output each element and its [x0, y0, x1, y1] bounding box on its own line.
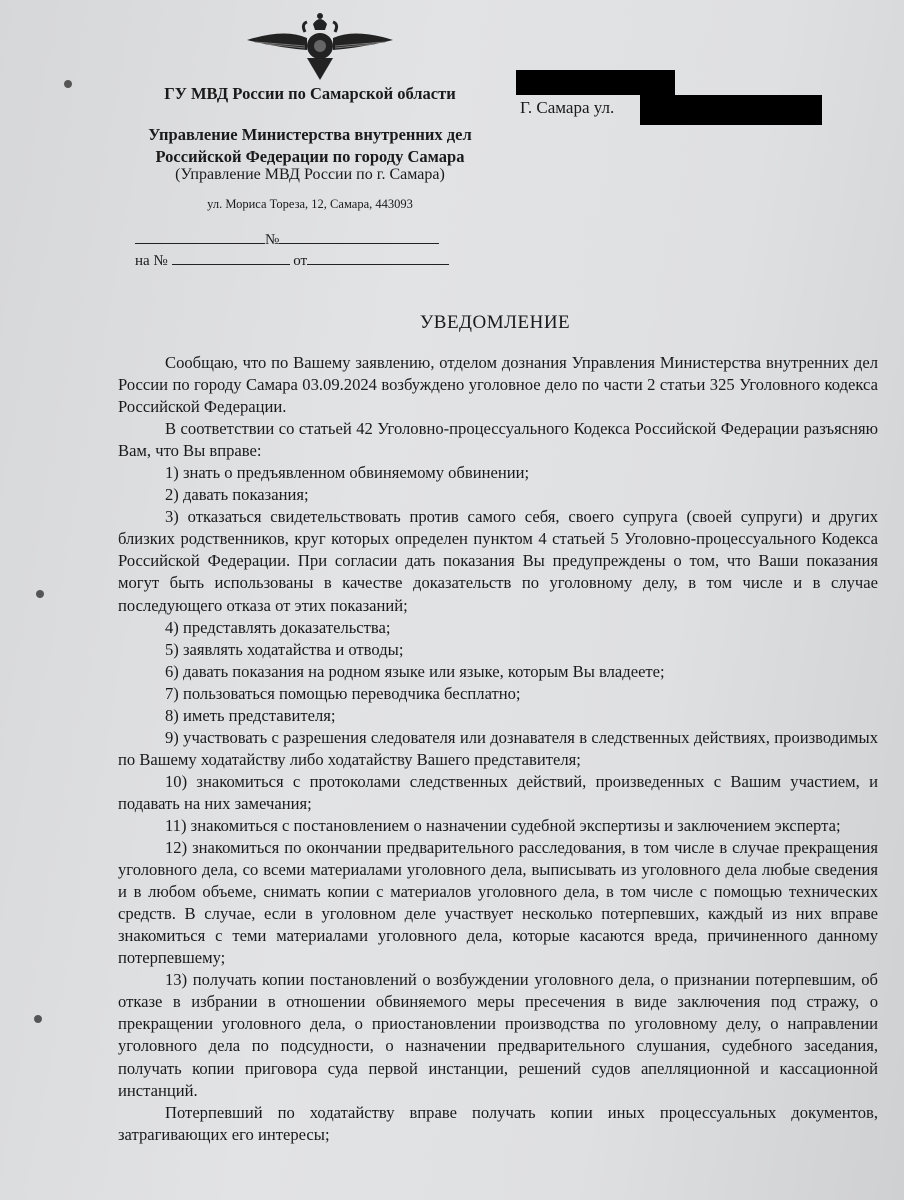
- list-item: 6) давать показания на родном языке или языке, которым Вы владеете;: [165, 661, 665, 681]
- paragraph: В соответствии со статьей 42 Уголовно-процессуального Кодекса Российской Федерации разъясняю Вам, что Вы вправе:: [118, 419, 878, 461]
- list-item: 13) получать копии постановлений о возбуждении уголовного дела, о признании потерпевшим, об отказе в избрании в отношении обвиняемого меры пресечения в виде заключения под стражу, о прекращении уголовного дела, о приостановлении производства по уголовному делу, о направлении уголовного дела по подсудности, о назначении предварительного слушания, судебного заседания, получать копии приговора суда первой инстанции, решений судов апелляционной и кассационной инстанций.: [118, 970, 878, 1100]
- document-title: УВЕДОМЛЕНИЕ: [419, 312, 571, 333]
- punch-hole: [64, 80, 72, 88]
- number-blank: [279, 229, 439, 244]
- punch-hole: [34, 1015, 42, 1023]
- mvd-emblem-icon: [245, 10, 395, 82]
- paragraph: Потерпевший по ходатайству вправе получать копии иных процессуальных документов, затрагивающих его интересы;: [118, 1102, 878, 1144]
- number-label: №: [265, 232, 280, 248]
- org-full-name-line1: Управление Министерства внутренних дел: [148, 125, 472, 144]
- org-regional-name: ГУ МВД России по Самарской области: [164, 84, 456, 103]
- reply-line: [135, 250, 449, 270]
- org-short-name: (Управление МВД России по г. Самара): [175, 166, 445, 183]
- paragraph: Сообщаю, что по Вашему заявлению, отделом дознания Управления Министерства внутренних дел России по городу Самара 03.09.2024 возбуждено уголовное дело по части 2 статьи 325 Уголовного кодекса Российской Федерации.: [118, 353, 878, 417]
- list-item: 10) знакомиться с протоколами следственных действий, произведенных с Вашим участием, и подавать на них замечания;: [118, 771, 878, 813]
- reply-number-label: на №: [135, 253, 168, 269]
- punch-hole: [36, 590, 44, 598]
- org-full-name-line2: Российской Федерации по городу Самара: [155, 147, 465, 166]
- list-item: 9) участвовать с разрешения следователя или дознавателя в следственных действиях, производимых по Вашему ходатайству либо ходатайству Вашего представителя;: [118, 727, 878, 769]
- list-item: 7) пользоваться помощью переводчика бесплатно;: [165, 683, 521, 703]
- registration-line: [135, 229, 439, 249]
- list-item: 3) отказаться свидетельствовать против самого себя, своего супруга (своей супруги) и других близких родственников, круг которых определен пунктом 4 статьей 5 Уголовно-процессуального Кодекса Российской Федерации. При согласии дать показания Вы предупреждены о том, что Ваши показания могут быть использованы в качестве доказательств по уголовному делу, в том числе и в случае последующего отказа от этих показаний;: [118, 507, 878, 615]
- org-address: ул. Мориса Тореза, 12, Самара, 443093: [207, 197, 413, 211]
- recipient-address: Г. Самара ул.: [520, 98, 615, 117]
- reply-date-label: от: [293, 253, 308, 269]
- redacted-recipient-name: [516, 70, 675, 95]
- org-full-name: [100, 124, 520, 168]
- list-item: 2) давать показания;: [165, 485, 309, 505]
- date-blank: [135, 229, 265, 244]
- document-body: [118, 352, 878, 1146]
- reply-number-blank: [172, 250, 290, 265]
- list-item: 12) знакомиться по окончании предварительного расследования, в том числе в случае прекращения уголовного дела, со всеми материалами уголовного дела, выписывать из уголовного дела любые сведения и в любом объеме, снимать копии с материалов уголовного дела, в том числе с помощью технических средств. В случае, если в уголовном деле участвует несколько потерпевших, каждый из них вправе знакомиться с теми материалами уголовного дела, которые касаются вреда, причиненного данному потерпевшему;: [118, 838, 878, 968]
- list-item: 4) представлять доказательства;: [165, 617, 391, 637]
- list-item: 1) знать о предъявленном обвиняемому обвинении;: [165, 463, 530, 483]
- reply-date-blank: [307, 250, 449, 265]
- list-item: 8) иметь представителя;: [165, 705, 336, 725]
- list-item: 5) заявлять ходатайства и отводы;: [165, 639, 404, 659]
- redacted-street: [640, 95, 822, 125]
- list-item: 11) знакомиться с постановлением о назначении судебной экспертизы и заключением эксперта;: [165, 815, 841, 835]
